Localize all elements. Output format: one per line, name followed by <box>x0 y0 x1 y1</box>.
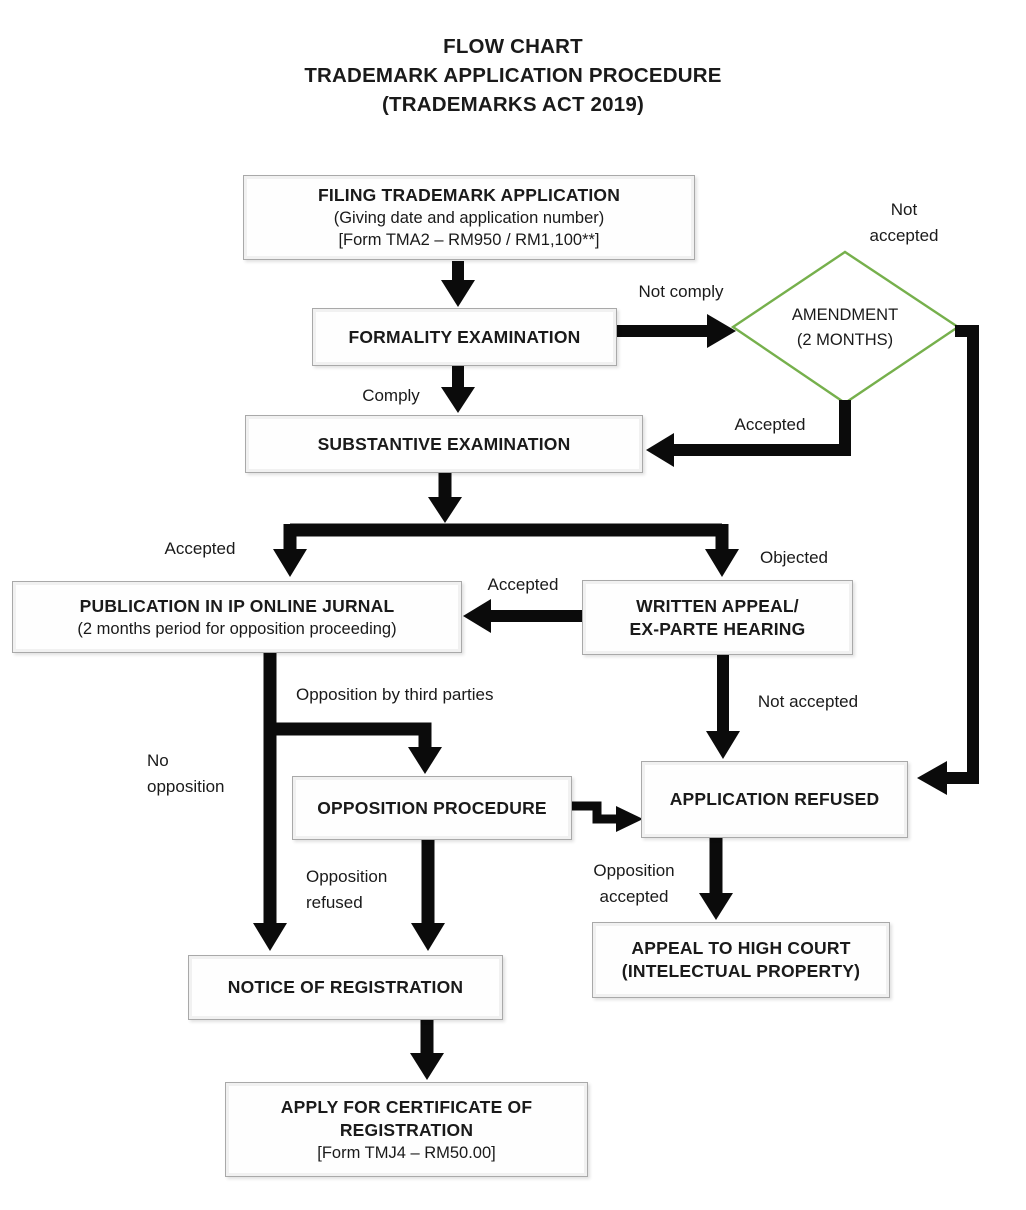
label-not-comply: Not comply <box>638 282 724 301</box>
arrow-amendment-to-refused <box>917 331 973 795</box>
node-substantive-examination <box>245 415 643 473</box>
label-opposition-accepted-line2: accepted <box>599 887 669 906</box>
node-publication <box>12 581 462 653</box>
node-amendment-line1: AMENDMENT <box>791 306 899 324</box>
node-opposition-procedure-title: OPPOSITION PROCEDURE <box>317 797 547 818</box>
label-accepted-branch: Accepted <box>164 539 236 558</box>
label-no-opposition-line1: No <box>147 751 169 770</box>
label-no-opposition <box>147 748 267 800</box>
label-opposition-accepted <box>574 858 694 910</box>
label-no-opposition-line2: opposition <box>147 777 225 796</box>
label-opposition-by-third-parties: Opposition by third parties <box>296 685 494 704</box>
arrow-formality-to-amendment <box>617 314 736 348</box>
node-amendment <box>745 303 945 353</box>
node-appeal-high-court-line1: APPEAL TO HIGH COURT <box>631 938 851 958</box>
node-written-appeal-line1: WRITTEN APPEAL/ <box>636 595 799 616</box>
label-comply: Comply <box>362 386 420 405</box>
page-title <box>0 32 1026 119</box>
node-filing-sub2: [Form TMA2 – RM950 / RM1,100**] <box>338 231 600 249</box>
node-filing-title: FILING TRADEMARK APPLICATION <box>317 185 621 205</box>
arrow-refused-to-high-court <box>699 838 733 920</box>
arrow-opposition-to-refused <box>571 806 643 832</box>
arrow-written-appeal-to-refused <box>706 654 740 759</box>
arrow-publication-to-opposition <box>264 729 442 774</box>
node-publication-title: PUBLICATION IN IP ONLINE JURNAL <box>79 595 395 616</box>
node-apply-certificate-line1: APPLY FOR CERTIFICATE OF <box>280 1096 533 1117</box>
label-not-accepted-top-line1: Not <box>890 200 918 219</box>
label-opposition-refused-line1: Opposition <box>306 867 388 886</box>
label-not-accepted-appeal: Not accepted <box>757 692 859 711</box>
label-accepted-from-amendment: Accepted <box>734 415 806 434</box>
label-accepted-from-appeal: Accepted <box>487 575 559 594</box>
arrow-filing-to-formality <box>441 261 475 307</box>
node-written-appeal <box>582 580 853 655</box>
page-title-line1: FLOW CHART <box>443 35 583 58</box>
node-formality-examination <box>312 308 617 366</box>
node-appeal-high-court-line2: (INTELECTUAL PROPERTY) <box>621 961 861 981</box>
node-amendment-line2: (2 MONTHS) <box>796 331 894 349</box>
label-opposition-refused-line2: refused <box>306 893 363 912</box>
node-filing-sub1: (Giving date and application number) <box>333 209 605 227</box>
arrow-written-appeal-to-publication <box>463 599 582 633</box>
node-publication-sub1: (2 months period for opposition proceeding) <box>77 619 397 638</box>
page-title-line3: (TRADEMARKS ACT 2019) <box>382 93 644 116</box>
label-not-accepted-top <box>844 197 964 249</box>
arrow-notice-to-certificate <box>410 1019 444 1080</box>
label-not-accepted-top-line2: accepted <box>869 226 939 245</box>
node-apply-certificate-sub1: [Form TMJ4 – RM50.00] <box>317 1143 496 1162</box>
arrow-publication-to-notice <box>253 652 287 951</box>
node-application-refused-title: APPLICATION REFUSED <box>669 789 880 809</box>
arrow-substantive-to-split <box>290 472 722 530</box>
label-opposition-refused <box>306 864 426 916</box>
label-objected-branch: Objected <box>759 548 829 567</box>
node-filing <box>243 175 695 260</box>
node-appeal-high-court <box>592 922 890 998</box>
node-written-appeal-line2: EX-PARTE HEARING <box>629 618 806 639</box>
node-apply-certificate <box>225 1082 588 1177</box>
node-substantive-title: SUBSTANTIVE EXAMINATION <box>317 433 571 454</box>
node-application-refused <box>641 761 908 838</box>
page-title-line2: TRADEMARK APPLICATION PROCEDURE <box>304 64 722 87</box>
node-notice-of-registration <box>188 955 503 1020</box>
label-opposition-accepted-line1: Opposition <box>593 861 675 880</box>
node-opposition-procedure <box>292 776 572 840</box>
node-formality-title: FORMALITY EXAMINATION <box>348 326 581 347</box>
node-apply-certificate-line2: REGISTRATION <box>339 1119 474 1140</box>
node-notice-title: NOTICE OF REGISTRATION <box>227 977 464 997</box>
